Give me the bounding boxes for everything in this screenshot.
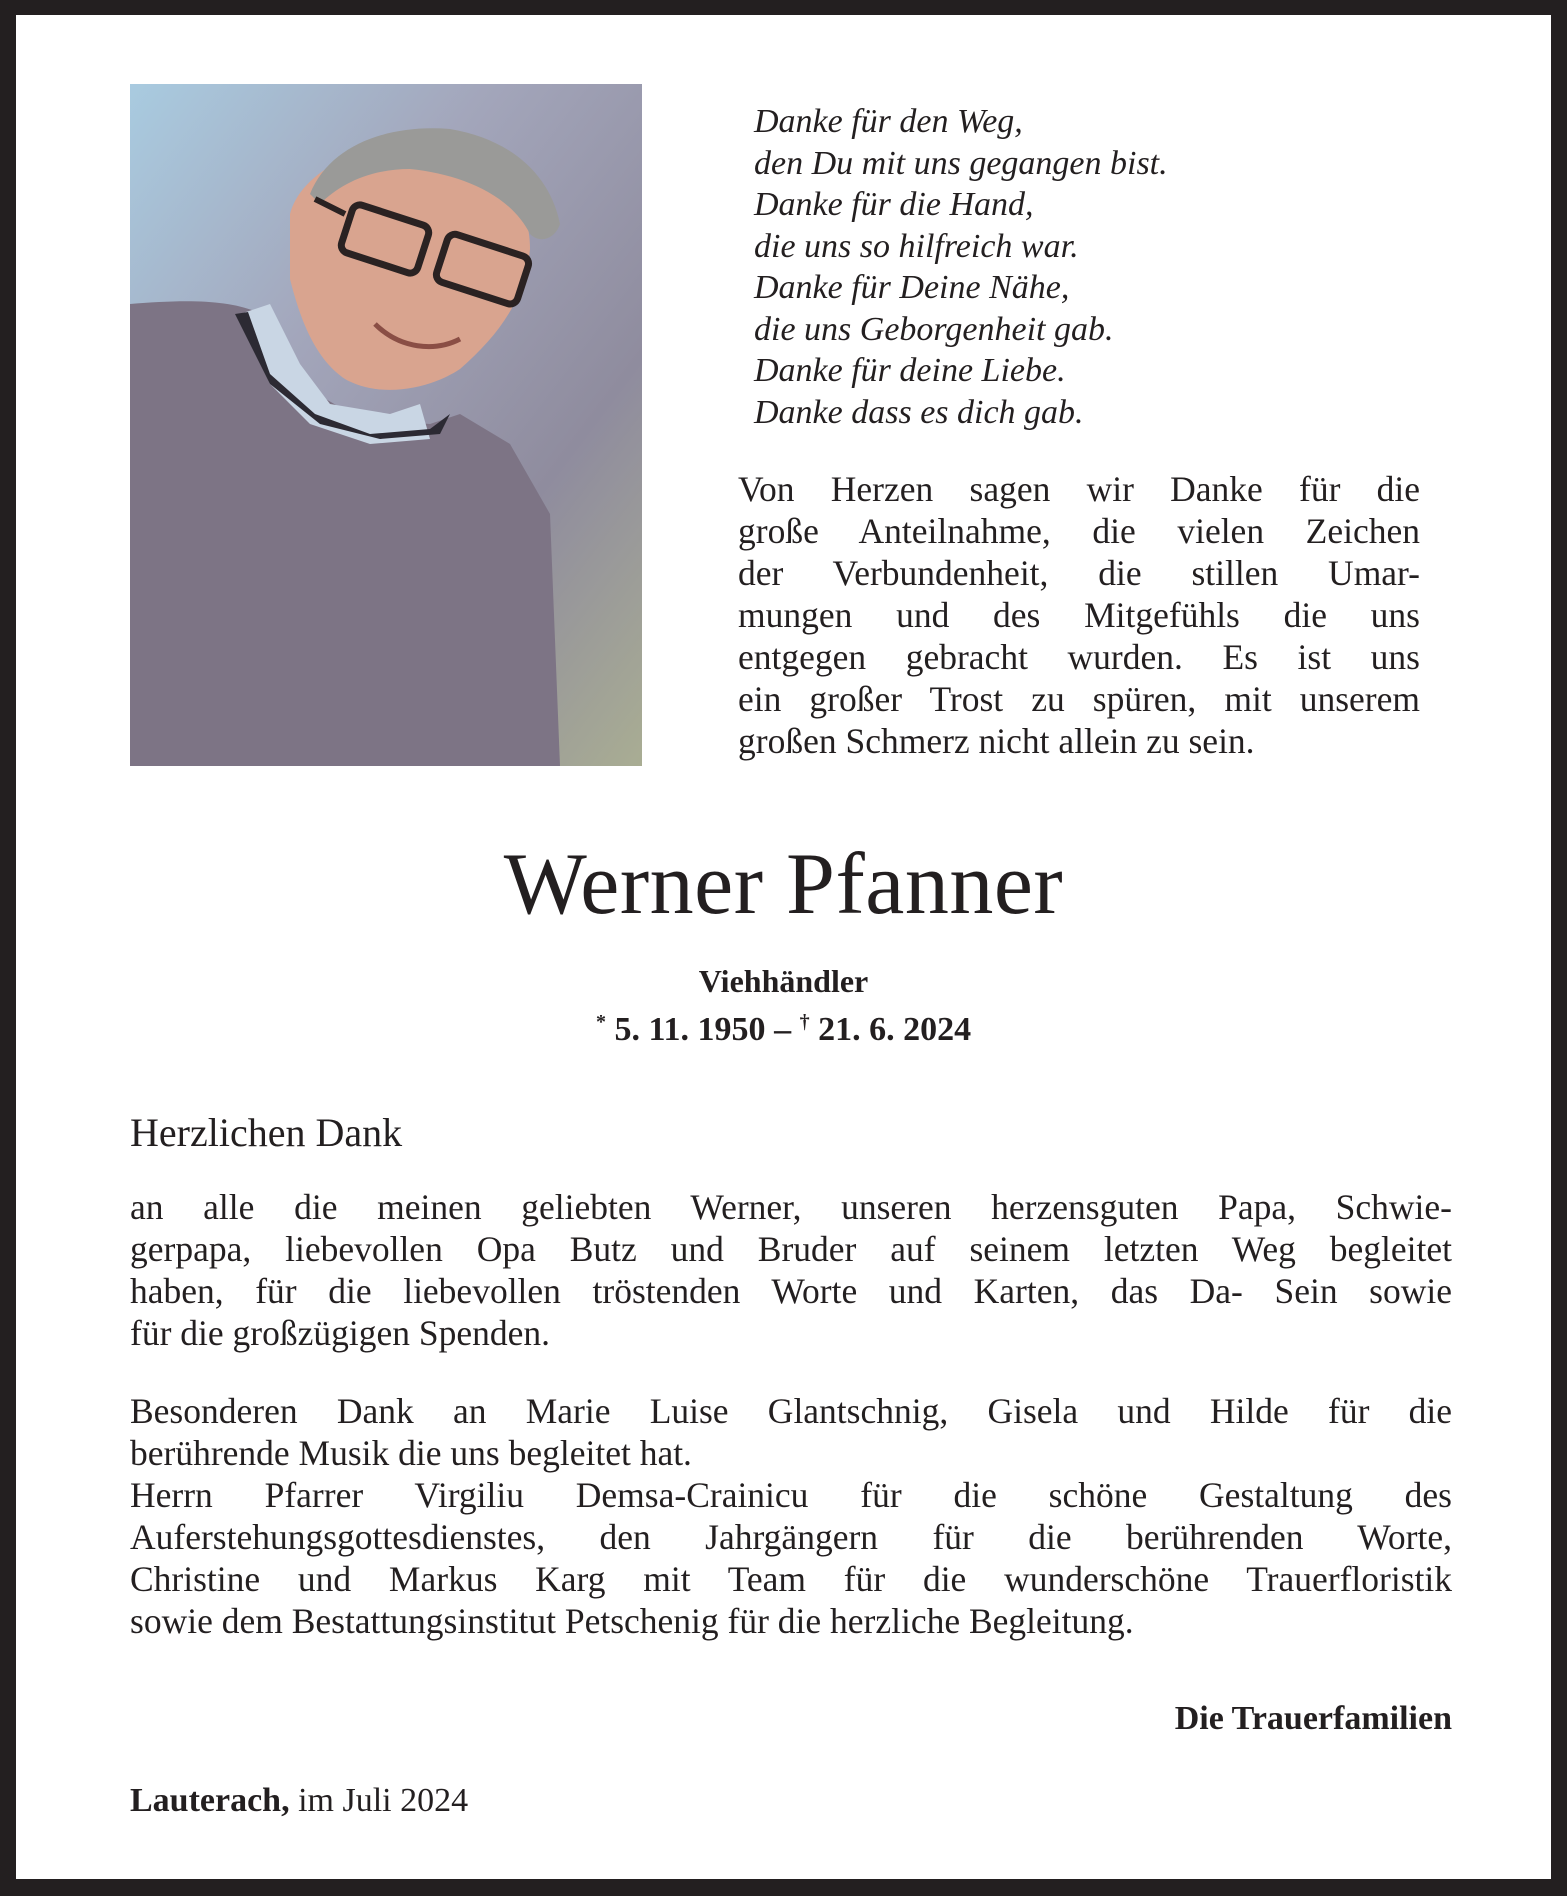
text-line: sowie dem Bestattungsinstitut Petschenig für die herzliche Begleitung. (130, 1601, 1134, 1641)
obituary-card (16, 15, 1551, 1879)
poem-line: die uns Geborgenheit gab. (754, 310, 1114, 348)
place-and-date (130, 1780, 468, 1822)
birth-date: 5. 11. 1950 (614, 1011, 766, 1048)
death-date: 21. 6. 2024 (818, 1011, 972, 1048)
poem-line: Danke für deine Liebe. (754, 352, 1066, 389)
portrait-photo (130, 84, 642, 766)
text-line: großen Schmerz nicht allein zu sein. (738, 721, 1255, 761)
text-line: gerpapa, liebevollen Opa Butz und Bruder auf seinem letzten Weg begleitet (130, 1229, 1452, 1269)
poem-line: Danke dass es dich gab. (754, 393, 1084, 431)
birth-star-icon: * (595, 1011, 606, 1033)
deceased-profession: Viehhändler (698, 963, 869, 999)
text-line: an alle die meinen geliebten Werner, unseren herzensguten Papa, Schwie- (130, 1187, 1452, 1227)
thanks-paragraph-2 (130, 1390, 1452, 1642)
text-line: Herrn Pfarrer Virgiliu Demsa-Crainicu für die schöne Gestaltung des (130, 1475, 1452, 1515)
text-line: Von Herzen sagen wir Danke für die (738, 469, 1420, 509)
text-line: große Anteilnahme, die vielen Zeichen (738, 511, 1420, 551)
poem-line: Danke für den Weg, (754, 103, 1023, 140)
text-line: entgegen gebracht wurden. Es ist uns (738, 637, 1420, 677)
death-cross-icon: † (799, 1011, 810, 1033)
text-line: Besonderen Dank an Marie Luise Glantschnig, Gisela und Hilde für die (130, 1391, 1452, 1431)
poem-line: den Du mit uns gegangen bist. (754, 144, 1168, 182)
signature: Die Trauerfamilien (1174, 1700, 1452, 1737)
text-line: Auferstehungsgottesdienstes, den Jahrgängern für die berührenden Worte, (130, 1517, 1452, 1557)
text-line: berührende Musik die uns begleitet hat. (130, 1433, 692, 1473)
text-line: Christine und Markus Karg mit Team für die wunderschöne Trauerfloristik (130, 1559, 1452, 1599)
deceased-name: Werner Pfanner (503, 836, 1064, 933)
poem-line: die uns so hilfreich war. (754, 227, 1079, 265)
text-line: für die großzügigen Spenden. (130, 1313, 550, 1353)
thank-you-poem (754, 101, 1434, 433)
text-line: mungen und des Mitgefühls die uns (738, 595, 1420, 635)
place: Lauterach, (130, 1782, 290, 1819)
text-line: ein großer Trost zu spüren, mit unserem (738, 679, 1420, 719)
thanks-paragraph-1 (130, 1186, 1452, 1354)
date-separator: – (774, 1011, 792, 1048)
poem-line: Danke für Deine Nähe, (754, 269, 1070, 306)
portrait-image (130, 84, 642, 766)
life-dates (16, 1002, 1551, 1050)
poem-line: Danke für die Hand, (754, 186, 1034, 223)
date: im Juli 2024 (298, 1782, 469, 1819)
text-line: der Verbundenheit, die stillen Umar- (738, 553, 1420, 593)
thanks-intro-paragraph (738, 468, 1420, 762)
section-heading: Herzlichen Dank (130, 1110, 403, 1155)
text-line: haben, für die liebevollen tröstenden Worte und Karten, das Da- Sein sowie (130, 1271, 1452, 1311)
